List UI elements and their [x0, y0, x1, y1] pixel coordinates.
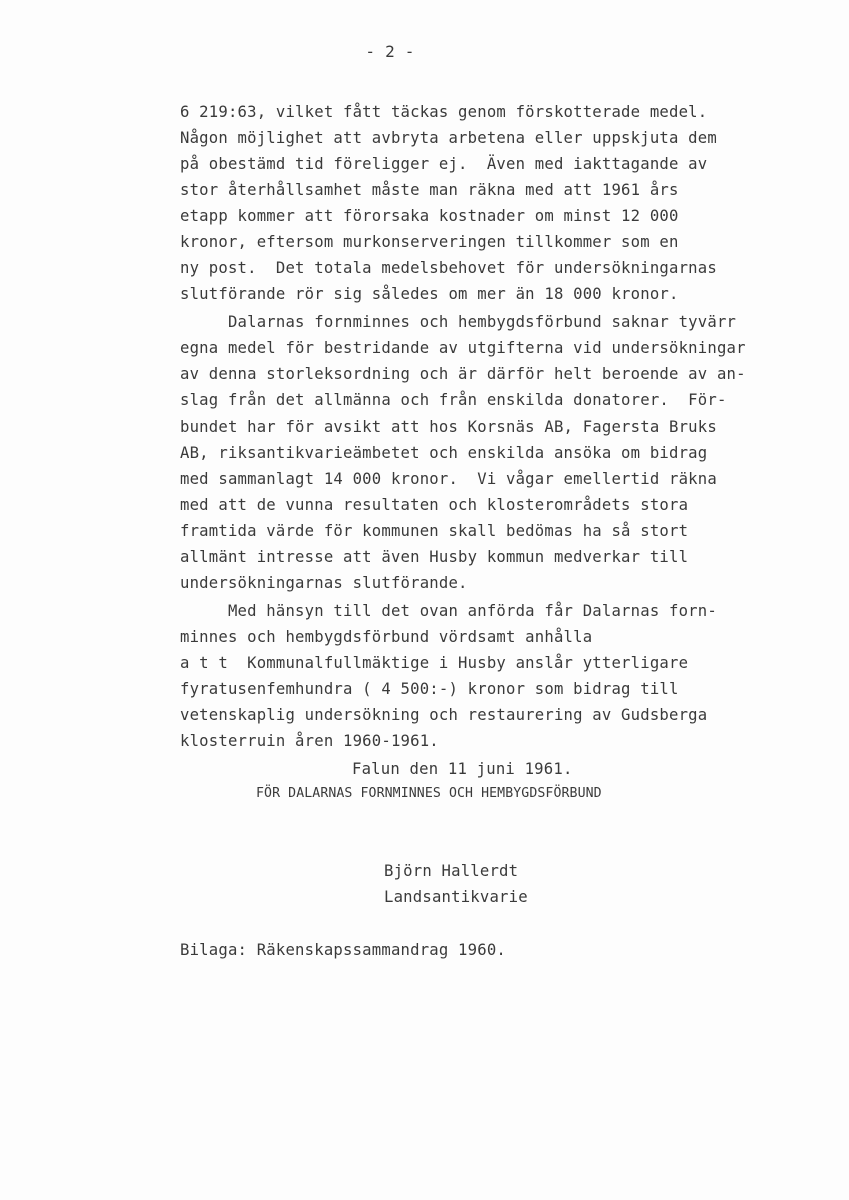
text-line: på obestämd tid föreligger ej. Även med iakttagande av — [180, 155, 708, 173]
place-date: Falun den 11 juni 1961. — [352, 760, 573, 778]
text-line: av denna storleksordning och är därför helt beroende av an- — [180, 365, 746, 383]
text-line: a t t Kommunalfullmäktige i Husby anslår ytterligare — [180, 654, 689, 672]
text-line: allmänt intresse att även Husby kommun medverkar till — [180, 548, 689, 566]
text-line: Med hänsyn till det ovan anförda får Dalarnas forn- — [180, 602, 717, 620]
text-line: slag från det allmänna och från enskilda donatorer. För- — [180, 391, 727, 409]
signatory-title: Landsantikvarie — [384, 888, 528, 906]
page-number: - 2 - — [365, 42, 415, 61]
text-line: ny post. Det totala medelsbehovet för undersökningarnas — [180, 259, 717, 277]
text-line: AB, riksantikvarieämbetet och enskilda ansöka om bidrag — [180, 444, 708, 462]
text-line: med att de vunna resultaten och klosterområdets stora — [180, 496, 689, 514]
text-line: med sammanlagt 14 000 kronor. Vi vågar emellertid räkna — [180, 470, 717, 488]
text-line: stor återhållsamhet måste man räkna med att 1961 års — [180, 181, 679, 199]
text-line: klosterruin åren 1960-1961. — [180, 732, 439, 750]
text-line: framtida värde för kommunen skall bedömas ha så stort — [180, 522, 689, 540]
text-line: 6 219:63, vilket fått täckas genom förskotterade medel. — [180, 103, 708, 121]
text-line: egna medel för bestridande av utgifterna vid undersökningar — [180, 339, 746, 357]
signatory-name: Björn Hallerdt — [384, 862, 519, 880]
attachment-note: Bilaga: Räkenskapssammandrag 1960. — [180, 941, 506, 959]
text-line: slutförande rör sig således om mer än 18 000 kronor. — [180, 285, 679, 303]
text-line: kronor, eftersom murkonserveringen tillkommer som en — [180, 233, 679, 251]
text-line: Någon möjlighet att avbryta arbetena eller uppskjuta dem — [180, 129, 717, 147]
text-line: vetenskaplig undersökning och restaurering av Gudsberga — [180, 706, 708, 724]
text-line: fyratusenfemhundra ( 4 500:-) kronor som bidrag till — [180, 680, 679, 698]
organization-name: FÖR DALARNAS FORNMINNES OCH HEMBYGDSFÖRBUND — [256, 786, 602, 801]
text-line: minnes och hembygdsförbund vördsamt anhålla — [180, 628, 593, 646]
text-line: Dalarnas fornminnes och hembygdsförbund saknar tyvärr — [180, 313, 737, 331]
text-line: etapp kommer att förorsaka kostnader om minst 12 000 — [180, 207, 679, 225]
text-line: undersökningarnas slutförande. — [180, 574, 468, 592]
text-line: bundet har för avsikt att hos Korsnäs AB, Fagersta Bruks — [180, 418, 717, 436]
